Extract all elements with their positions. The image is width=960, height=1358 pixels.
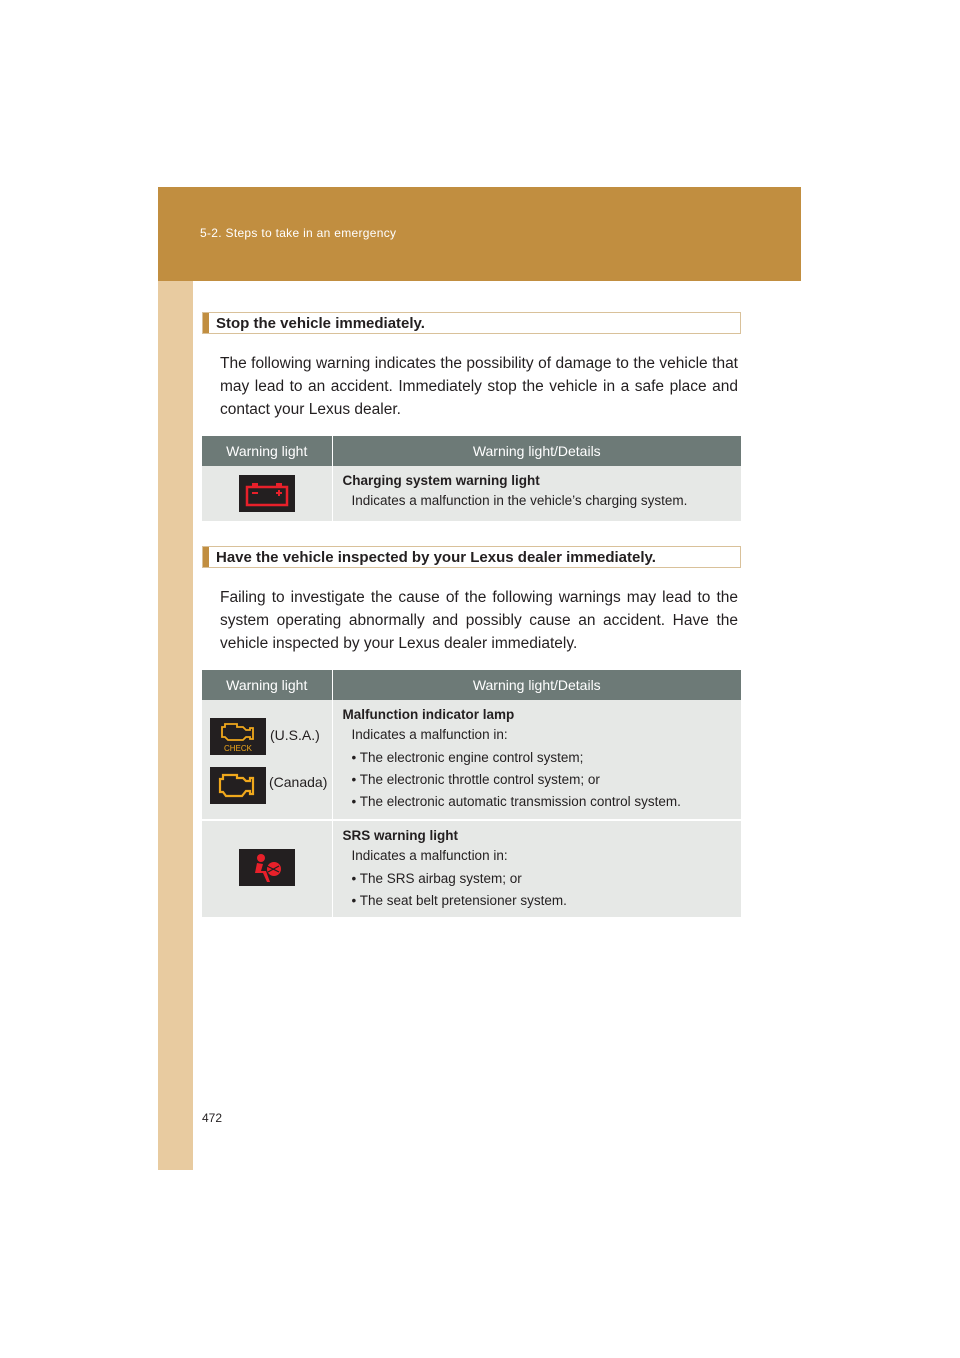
table-row [202,700,741,820]
table-row [202,820,741,917]
list-item: • The seat belt pretensioner system. [351,893,567,908]
list-item: • The electronic automatic transmission control system. [351,794,681,809]
svg-text:CHECK: CHECK [223,743,253,753]
side-band [158,281,193,1170]
warning-description: Indicates a malfunction in: [351,848,508,863]
heading-accent-bar [203,547,209,567]
section-heading-stop [202,312,741,334]
section1-paragraph: The following warning indicates the possibility of damage to the vehicle that may lead to an accident. Immediately stop the vehicle in a safe place and contact your Lexus dealer. [220,355,738,418]
page-number: 472 [202,1111,223,1125]
table-header-row [202,436,741,466]
details-cell [332,466,741,521]
icon-cell [202,700,332,820]
srs-airbag-icon [239,849,295,886]
warning-title: Charging system warning light [342,473,540,488]
list-item: • The electronic engine control system; [351,750,584,765]
section2-paragraph: Failing to investigate the cause of the following warnings may lead to the system operating abnormally and possibly cause an accident. Have the vehicle inspected by your Lexus dealer immediately. [220,589,738,652]
column-header-details: Warning light/Details [332,436,741,466]
column-header-warning-light: Warning light [202,436,332,466]
heading-accent-bar [203,313,209,333]
icon-cell [202,820,332,917]
list-item: • The electronic throttle control system; or [351,772,600,787]
list-item: • The SRS airbag system; or [351,871,522,886]
column-header-details: Warning light/Details [332,670,741,700]
table-row [202,466,741,521]
engine-icon [210,767,266,804]
header-title: 5-2. Steps to take in an emergency [200,226,397,240]
warning-description: Indicates a malfunction in: [351,727,508,742]
details-cell [332,700,741,820]
details-cell [332,820,741,917]
warning-description: Indicates a malfunction in the vehicle’s charging system. [351,493,688,508]
warning-title: SRS warning light [342,828,459,843]
battery-icon [239,475,295,512]
region-label-canada: (Canada) [269,774,328,790]
section-heading-inspect [202,546,741,568]
warning-table-1 [202,436,741,521]
section-heading-text: Stop the vehicle immediately. [216,315,425,332]
check-engine-icon [210,718,266,755]
header-band [158,187,801,281]
section-heading-text: Have the vehicle inspected by your Lexus dealer immediately. [216,549,656,566]
region-label-usa: (U.S.A.) [270,727,320,743]
warning-table-2 [202,670,741,917]
table-header-row [202,670,741,700]
warning-title: Malfunction indicator lamp [342,707,515,722]
icon-cell [202,466,332,521]
column-header-warning-light: Warning light [202,670,332,700]
